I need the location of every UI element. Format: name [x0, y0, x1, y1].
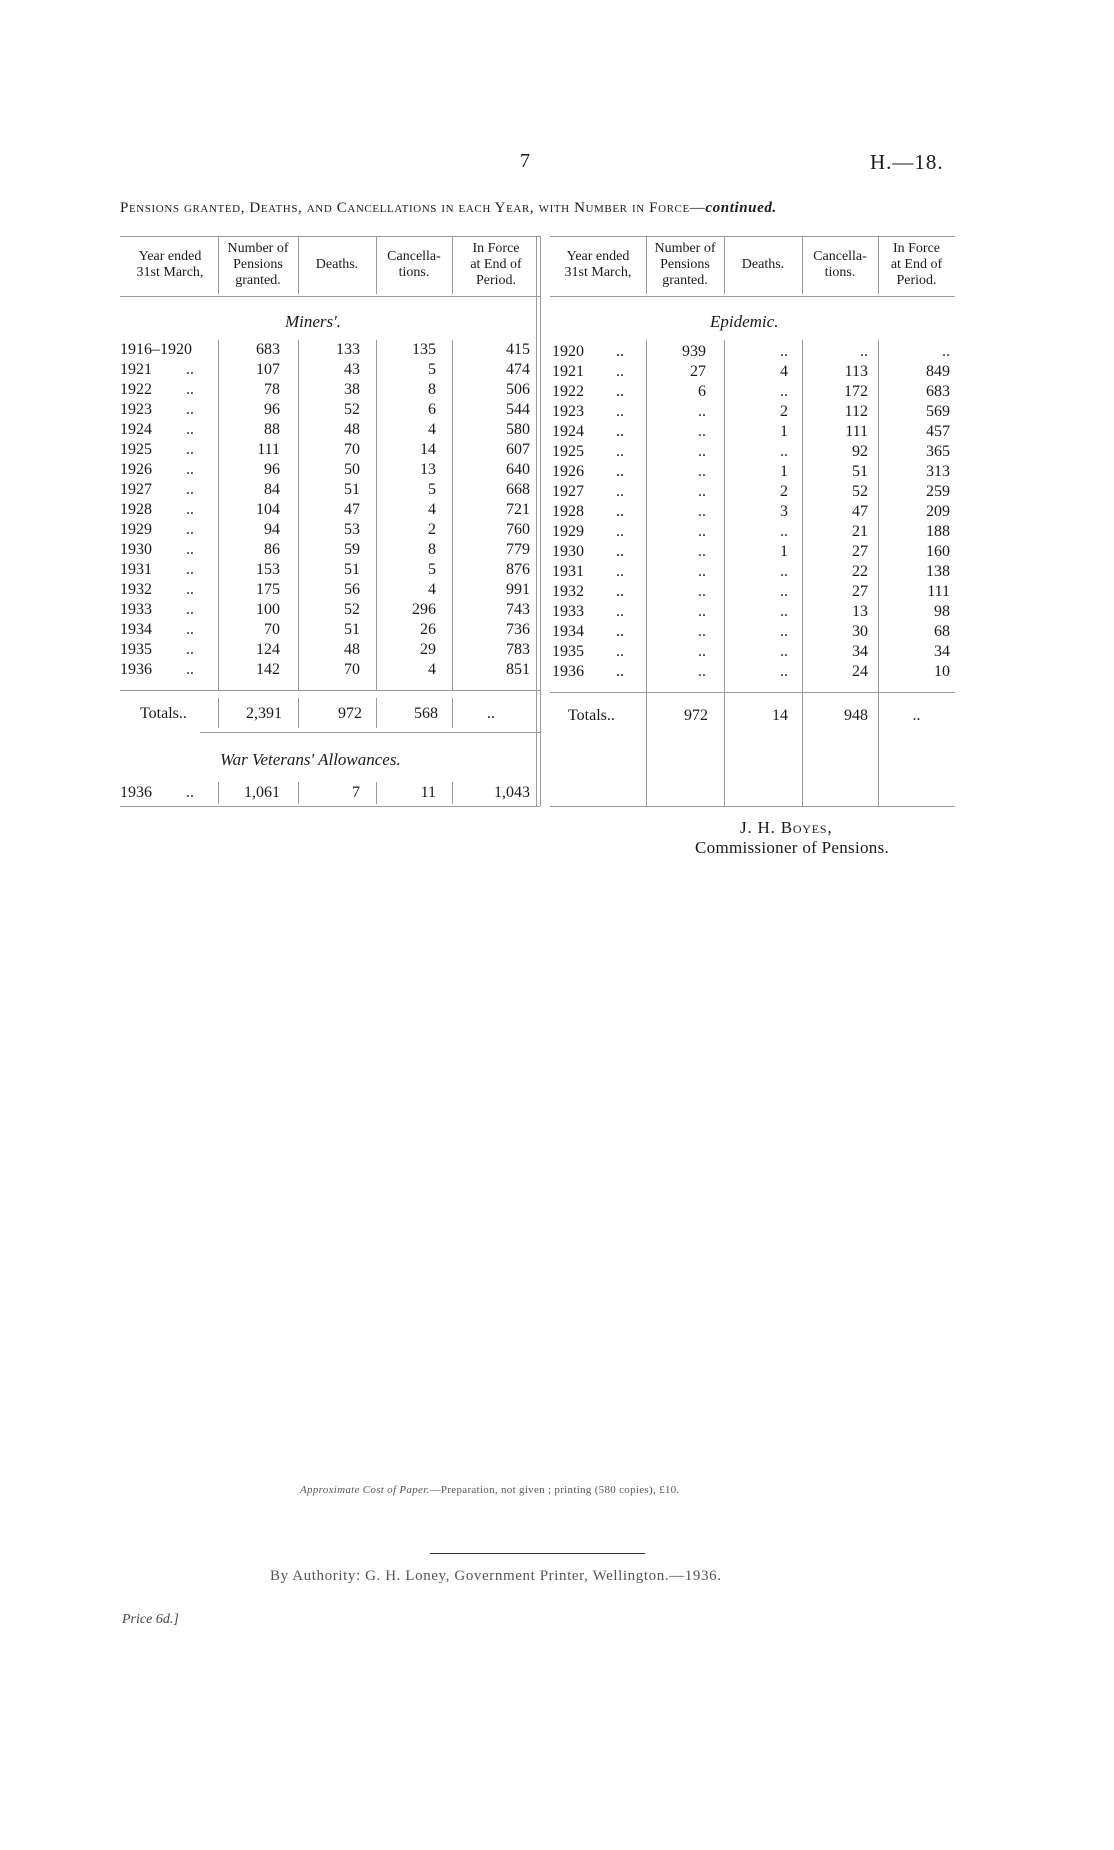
miners-row — [120, 440, 540, 460]
granted-cell: 939 — [682, 343, 706, 360]
in-force-cell: 160 — [926, 543, 950, 560]
epidemic-row — [550, 522, 955, 542]
page-title — [120, 200, 955, 217]
cancellations-cell: 22 — [852, 563, 868, 580]
in-force-cell: 457 — [926, 423, 950, 440]
miners-row — [120, 480, 540, 500]
in-force-cell: 98 — [934, 603, 950, 620]
granted-cell: 70 — [264, 621, 280, 638]
deaths-cell: .. — [780, 343, 788, 360]
miners-row — [120, 560, 540, 580]
in-force-cell: 849 — [926, 363, 950, 380]
cancellations-cell: 27 — [852, 583, 868, 600]
deaths-cell: 1 — [780, 463, 788, 480]
year-cell: 1932 — [120, 581, 152, 598]
year-cell: 1921 — [552, 363, 584, 380]
cancellations-cell: 6 — [428, 401, 436, 418]
granted-cell: .. — [698, 583, 706, 600]
year-cell: 1929 — [120, 521, 152, 538]
in-force-cell: 668 — [506, 481, 530, 498]
cancellations-cell: 135 — [412, 341, 436, 358]
year-cell: 1925 — [552, 443, 584, 460]
dots-cell: .. — [186, 581, 194, 598]
deaths-cell: 4 — [780, 363, 788, 380]
granted-cell: .. — [698, 623, 706, 640]
in-force-cell: 779 — [506, 541, 530, 558]
deaths-cell: 2 — [780, 403, 788, 420]
dots-cell: .. — [186, 601, 194, 618]
year-cell: 1926 — [120, 461, 152, 478]
deaths-cell: 56 — [344, 581, 360, 598]
deaths-cell: 133 — [336, 341, 360, 358]
miners-row — [120, 600, 540, 620]
cost-text: —Preparation, not given ; printing (580 copies), £10. — [429, 1484, 680, 1496]
cancellations-cell: 4 — [428, 501, 436, 518]
cancellations-cell: 30 — [852, 623, 868, 640]
header-granted: Number of Pensions granted. — [227, 241, 289, 288]
cancellations-cell: 11 — [420, 784, 436, 801]
in-force-cell: 111 — [927, 583, 950, 600]
year-cell: 1924 — [120, 421, 152, 438]
dots-cell: .. — [616, 523, 624, 540]
year-cell: 1932 — [552, 583, 584, 600]
deaths-cell: 52 — [344, 401, 360, 418]
year-cell: 1934 — [552, 623, 584, 640]
left-table — [120, 236, 540, 816]
epidemic-row — [550, 382, 955, 402]
granted-cell: 124 — [256, 641, 280, 658]
year-cell: 1926 — [552, 463, 584, 480]
cancellations-cell: 8 — [428, 541, 436, 558]
epidemic-row — [550, 562, 955, 582]
cancellations-cell: 26 — [420, 621, 436, 638]
signature-title: Commissioner of Pensions. — [695, 838, 890, 857]
deaths-cell: 52 — [344, 601, 360, 618]
deaths-cell: .. — [780, 603, 788, 620]
in-force-cell: .. — [942, 343, 950, 360]
in-force-cell: 506 — [506, 381, 530, 398]
miners-row — [120, 640, 540, 660]
miners-row — [120, 620, 540, 640]
dots-cell: .. — [616, 603, 624, 620]
cancellations-cell: 112 — [844, 403, 868, 420]
authority-line: By Authority: G. H. Loney, Government Printer, Wellington.—1936. — [270, 1568, 722, 1584]
dots-cell — [186, 340, 206, 360]
epidemic-row — [550, 422, 955, 442]
year-cell: 1927 — [552, 483, 584, 500]
dots-cell: .. — [616, 383, 624, 400]
in-force-cell: 474 — [506, 361, 530, 378]
cancellations-cell: .. — [860, 343, 868, 360]
epidemic-row — [550, 542, 955, 562]
in-force-cell: 851 — [506, 661, 530, 678]
miners-row — [120, 540, 540, 560]
dots-cell: .. — [186, 361, 194, 378]
cancellations-cell: 29 — [420, 641, 436, 658]
deaths-cell: 7 — [352, 784, 360, 801]
granted-cell: 107 — [256, 361, 280, 378]
in-force-cell: 34 — [934, 643, 950, 660]
cancellations-cell: 113 — [844, 363, 868, 380]
in-force-cell: 10 — [934, 663, 950, 680]
dots-cell: .. — [186, 401, 194, 418]
cancellations-cell: 5 — [428, 561, 436, 578]
in-force-cell: 259 — [926, 483, 950, 500]
granted-cell: 96 — [264, 461, 280, 478]
war-veterans-label: War Veterans' Allowances. — [220, 750, 401, 769]
totals-label: Totals.. — [568, 707, 615, 724]
right-table — [550, 236, 955, 816]
deaths-cell: .. — [780, 583, 788, 600]
totals-granted: 972 — [684, 707, 708, 724]
granted-cell: .. — [698, 403, 706, 420]
deaths-cell: 1 — [780, 543, 788, 560]
dots-cell: .. — [186, 501, 194, 518]
war-veterans-data-row — [120, 783, 540, 803]
title-main: Pensions granted, Deaths, and Cancellations in each Year, with Number in Force— — [120, 200, 706, 216]
dots-cell: .. — [616, 483, 624, 500]
epidemic-row — [550, 662, 955, 682]
year-cell: 1936 — [552, 663, 584, 680]
deaths-cell: .. — [780, 643, 788, 660]
cancellations-cell: 8 — [428, 381, 436, 398]
granted-cell: 1,061 — [244, 784, 280, 801]
dots-cell: .. — [186, 784, 194, 801]
dots-cell: .. — [616, 663, 624, 680]
deaths-cell: 1 — [780, 423, 788, 440]
deaths-cell: 59 — [344, 541, 360, 558]
year-cell: 1930 — [120, 541, 152, 558]
in-force-cell: 313 — [926, 463, 950, 480]
dots-cell: .. — [616, 563, 624, 580]
in-force-cell: 607 — [506, 441, 530, 458]
year-cell: 1934 — [120, 621, 152, 638]
epidemic-row — [550, 582, 955, 602]
epidemic-row — [550, 402, 955, 422]
cancellations-cell: 5 — [428, 481, 436, 498]
deaths-cell: 53 — [344, 521, 360, 538]
dots-cell: .. — [186, 541, 194, 558]
epidemic-totals — [550, 706, 955, 726]
year-cell: 1936 — [120, 784, 152, 801]
cancellations-cell: 2 — [428, 521, 436, 538]
year-cell: 1931 — [552, 563, 584, 580]
granted-cell: .. — [698, 463, 706, 480]
dots-cell: .. — [616, 363, 624, 380]
dots-cell: .. — [186, 521, 194, 538]
deaths-cell: .. — [780, 563, 788, 580]
granted-cell: .. — [698, 423, 706, 440]
totals-deaths: 972 — [338, 705, 362, 722]
in-force-cell: 783 — [506, 641, 530, 658]
epidemic-row — [550, 442, 955, 462]
cancellations-cell: 4 — [428, 421, 436, 438]
granted-cell: 78 — [264, 381, 280, 398]
year-cell: 1928 — [120, 501, 152, 518]
year-cell: 1924 — [552, 423, 584, 440]
cancellations-cell: 92 — [852, 443, 868, 460]
year-cell: 1925 — [120, 441, 152, 458]
epidemic-label: Epidemic. — [710, 312, 779, 331]
deaths-cell: 48 — [344, 641, 360, 658]
dots-cell: .. — [616, 503, 624, 520]
year-cell: 1930 — [552, 543, 584, 560]
in-force-cell: 743 — [506, 601, 530, 618]
signature-name: J. H. Boyes, — [740, 818, 833, 837]
header-cancellations: Cancella- tions. — [387, 249, 441, 280]
cancellations-cell: 14 — [420, 441, 436, 458]
dots-cell: .. — [616, 543, 624, 560]
dots-cell: .. — [616, 403, 624, 420]
dots-cell: .. — [186, 481, 194, 498]
header-in-force-epidemic: In Force at End of Period. — [890, 241, 943, 288]
cancellations-cell: 27 — [852, 543, 868, 560]
deaths-cell: 70 — [344, 441, 360, 458]
cancellations-cell: 51 — [852, 463, 868, 480]
dots-cell: .. — [186, 441, 194, 458]
in-force-cell: 569 — [926, 403, 950, 420]
year-cell: 1927 — [120, 481, 152, 498]
cancellations-cell: 47 — [852, 503, 868, 520]
epidemic-row — [550, 342, 955, 362]
in-force-cell: 415 — [506, 341, 530, 358]
miners-row — [120, 660, 540, 680]
deaths-cell: 51 — [344, 481, 360, 498]
deaths-cell: .. — [780, 443, 788, 460]
dots-cell: .. — [186, 641, 194, 658]
dots-cell: .. — [616, 343, 624, 360]
cancellations-cell: 111 — [845, 423, 868, 440]
miners-label: Miners'. — [285, 312, 342, 331]
granted-cell: 86 — [264, 541, 280, 558]
price-note: Price 6d.] — [122, 1612, 179, 1627]
deaths-cell: 43 — [344, 361, 360, 378]
deaths-cell: 38 — [344, 381, 360, 398]
deaths-cell: 51 — [344, 561, 360, 578]
dots-cell: .. — [616, 623, 624, 640]
in-force-cell: 640 — [506, 461, 530, 478]
deaths-cell: .. — [780, 383, 788, 400]
granted-cell: 88 — [264, 421, 280, 438]
dots-cell: .. — [186, 621, 194, 638]
cancellations-cell: 296 — [412, 601, 436, 618]
in-force-cell: 736 — [506, 621, 530, 638]
in-force-cell: 209 — [926, 503, 950, 520]
granted-cell: .. — [698, 483, 706, 500]
in-force-cell: 760 — [506, 521, 530, 538]
dots-cell: .. — [616, 583, 624, 600]
page-number: 7 — [520, 150, 530, 172]
totals-deaths: 14 — [772, 707, 788, 724]
dots-cell: .. — [186, 381, 194, 398]
year-cell: 1922 — [120, 381, 152, 398]
totals-in-force: .. — [487, 705, 495, 722]
year-cell: 1929 — [552, 523, 584, 540]
granted-cell: 94 — [264, 521, 280, 538]
year-cell: 1920 — [552, 343, 584, 360]
cancellations-cell: 13 — [420, 461, 436, 478]
dots-cell: .. — [186, 661, 194, 678]
in-force-cell: 138 — [926, 563, 950, 580]
year-cell: 1933 — [120, 601, 152, 618]
header-deaths: Deaths. — [315, 257, 359, 272]
deaths-cell: 70 — [344, 661, 360, 678]
year-cell: 1936 — [120, 661, 152, 678]
header-year-epidemic: Year ended 31st March, — [564, 249, 632, 280]
dots-cell: .. — [186, 461, 194, 478]
dots-cell: .. — [616, 423, 624, 440]
deaths-cell: 51 — [344, 621, 360, 638]
cancellations-cell: 172 — [844, 383, 868, 400]
totals-in-force: .. — [912, 707, 921, 724]
totals-cancellations: 948 — [844, 707, 868, 724]
granted-cell: 6 — [698, 383, 706, 400]
granted-cell: .. — [698, 563, 706, 580]
granted-cell: 96 — [264, 401, 280, 418]
document-id: H.—18. — [870, 150, 944, 174]
totals-cancellations: 568 — [414, 705, 438, 722]
totals-label: Totals.. — [140, 705, 187, 722]
in-force-cell: 68 — [934, 623, 950, 640]
deaths-cell: .. — [780, 523, 788, 540]
header-year: Year ended 31st March, — [136, 249, 204, 280]
title-continued: continued. — [705, 200, 777, 216]
granted-cell: .. — [698, 523, 706, 540]
footer-rule — [430, 1553, 645, 1554]
epidemic-row — [550, 482, 955, 502]
dots-cell: .. — [616, 643, 624, 660]
year-cell: 1923 — [552, 403, 584, 420]
totals-granted: 2,391 — [246, 705, 282, 722]
miners-totals — [120, 704, 540, 724]
in-force-cell: 721 — [506, 501, 530, 518]
header-deaths-epidemic: Deaths. — [741, 257, 785, 272]
epidemic-row — [550, 602, 955, 622]
miners-row — [120, 400, 540, 420]
in-force-cell: 365 — [926, 443, 950, 460]
cost-note — [300, 1484, 680, 1496]
dots-cell: .. — [186, 421, 194, 438]
deaths-cell: .. — [780, 663, 788, 680]
granted-cell: .. — [698, 663, 706, 680]
miners-row — [120, 420, 540, 440]
year-cell: 1935 — [552, 643, 584, 660]
epidemic-row — [550, 622, 955, 642]
cancellations-cell: 21 — [852, 523, 868, 540]
in-force-cell: 991 — [506, 581, 530, 598]
year-cell: 1921 — [120, 361, 152, 378]
granted-cell: 175 — [256, 581, 280, 598]
in-force-cell: 188 — [926, 523, 950, 540]
year-cell: 1931 — [120, 561, 152, 578]
year-cell: 1916–1920 — [120, 341, 192, 358]
year-cell: 1922 — [552, 383, 584, 400]
deaths-cell: 2 — [780, 483, 788, 500]
cancellations-cell: 4 — [428, 581, 436, 598]
header-cancellations-epidemic: Cancella- tions. — [813, 249, 867, 280]
granted-cell: 683 — [256, 341, 280, 358]
granted-cell: 27 — [690, 363, 706, 380]
miners-row — [120, 580, 540, 600]
granted-cell: 142 — [256, 661, 280, 678]
epidemic-row — [550, 502, 955, 522]
miners-row — [120, 340, 540, 360]
cancellations-cell: 13 — [852, 603, 868, 620]
in-force-cell: 876 — [506, 561, 530, 578]
dots-cell: .. — [616, 463, 624, 480]
in-force-cell: 1,043 — [494, 784, 530, 801]
in-force-cell: 580 — [506, 421, 530, 438]
granted-cell: 100 — [256, 601, 280, 618]
miners-row — [120, 360, 540, 380]
year-cell: 1935 — [120, 641, 152, 658]
epidemic-row — [550, 642, 955, 662]
granted-cell: 111 — [257, 441, 280, 458]
deaths-cell: .. — [780, 623, 788, 640]
deaths-cell: 48 — [344, 421, 360, 438]
cancellations-cell: 5 — [428, 361, 436, 378]
deaths-cell: 3 — [780, 503, 788, 520]
cancellations-cell: 34 — [852, 643, 868, 660]
cancellations-cell: 52 — [852, 483, 868, 500]
epidemic-row — [550, 462, 955, 482]
granted-cell: .. — [698, 443, 706, 460]
miners-row — [120, 380, 540, 400]
granted-cell: 104 — [256, 501, 280, 518]
granted-cell: 153 — [256, 561, 280, 578]
granted-cell: .. — [698, 643, 706, 660]
miners-row — [120, 460, 540, 480]
cancellations-cell: 24 — [852, 663, 868, 680]
header-in-force: In Force at End of Period. — [470, 241, 522, 288]
granted-cell: 84 — [264, 481, 280, 498]
miners-row — [120, 500, 540, 520]
granted-cell: .. — [698, 503, 706, 520]
cost-label: Approximate Cost of Paper. — [300, 1484, 430, 1496]
year-cell: 1928 — [552, 503, 584, 520]
year-cell: 1933 — [552, 603, 584, 620]
granted-cell: .. — [698, 543, 706, 560]
dots-cell: .. — [616, 443, 624, 460]
cancellations-cell: 4 — [428, 661, 436, 678]
miners-row — [120, 520, 540, 540]
in-force-cell: 683 — [926, 383, 950, 400]
year-cell: 1923 — [120, 401, 152, 418]
deaths-cell: 50 — [344, 461, 360, 478]
deaths-cell: 47 — [344, 501, 360, 518]
header-granted-epidemic: Number of Pensions granted. — [654, 241, 716, 288]
granted-cell: .. — [698, 603, 706, 620]
epidemic-row — [550, 362, 955, 382]
dots-cell: .. — [186, 561, 194, 578]
in-force-cell: 544 — [506, 401, 530, 418]
